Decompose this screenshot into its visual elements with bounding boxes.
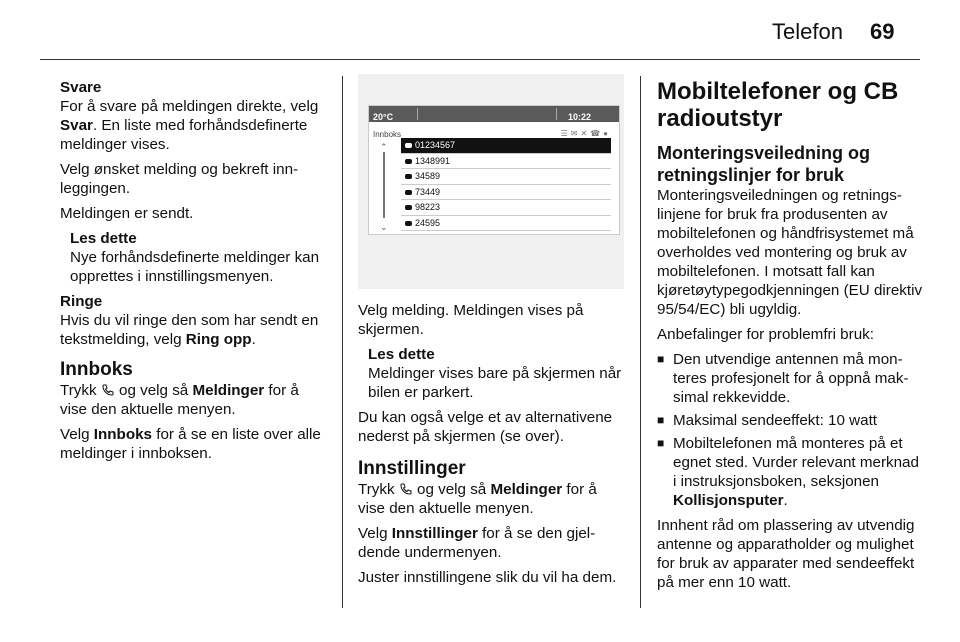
scrollbar[interactable] [383, 152, 385, 218]
list-item [657, 434, 923, 510]
right-paragraph-3: Innhent råd om plassering av utvendig antenne og apparatholder og mulighet for bruk av apparater med sendeeffekt på mer enn 10 watt. [657, 517, 915, 591]
innboks-heading: Innboks [60, 359, 133, 380]
scroll-up-icon[interactable]: ⌃ [380, 142, 388, 152]
message-sender: 01234567 [415, 140, 456, 150]
innboks-option: Innboks [93, 426, 153, 443]
text: Mobiltelefonen må monteres på et egnet sted. Vurder relevant merknad i instruksjonsboken, seksjonen [673, 435, 919, 490]
text: for å se den gjeldende undermenyen. [358, 525, 596, 561]
middle-column [358, 78, 624, 593]
header-rule [40, 59, 920, 60]
message-sender: 73449 [415, 186, 441, 197]
status-bar [369, 106, 619, 122]
text: For å svare på meldingen direkte, velg [60, 98, 319, 115]
note-text: Meldinger vises bare på skjermen når bilen er parkert. [368, 365, 622, 401]
message-icon [405, 174, 412, 179]
temperature: 20°C [373, 112, 394, 122]
alternatives-paragraph: Du kan også velge et av alternativene nederst på skjermen (se over). [358, 409, 613, 445]
message-row[interactable] [401, 200, 611, 216]
text: Trykk [358, 481, 399, 498]
column-divider-right [640, 76, 641, 608]
inbox-label: Innboks [373, 130, 402, 139]
note-box [358, 345, 624, 402]
ringe-paragraph [60, 311, 328, 349]
page-header [0, 0, 960, 62]
text: og velg så [114, 382, 193, 399]
text: Velg [358, 525, 392, 542]
innstillinger-paragraph-1 [358, 480, 624, 518]
text: . [251, 331, 256, 348]
message-sender: 98223 [415, 202, 441, 212]
svar-option: Svar [60, 117, 93, 134]
message-sender: 1348991 [415, 155, 451, 166]
note-heading: Les dette [70, 230, 137, 247]
text: Hvis du vil ringe den som har sendt en tekstmelding, velg [60, 312, 319, 348]
text: Trykk [60, 382, 101, 399]
text: . [783, 492, 788, 509]
page-number: 69 [870, 19, 895, 44]
message-icon [405, 159, 412, 164]
column-divider-left [342, 76, 343, 608]
status-icons: ☰✉✕☎● [560, 129, 611, 138]
scroll-down-icon[interactable]: ⌄ [380, 222, 388, 232]
message-icon [405, 205, 412, 210]
recommendation-list [657, 350, 923, 510]
meldinger-option: Meldinger [192, 382, 265, 399]
meldinger-option: Meldinger [490, 481, 563, 498]
message-row[interactable] [401, 185, 611, 201]
message-icon [405, 143, 412, 148]
ring-opp-option: Ring opp [185, 331, 252, 348]
infotainment-screen [368, 105, 620, 235]
message-sender: 34589 [415, 171, 441, 181]
innboks-paragraph-2 [60, 425, 328, 463]
right-paragraph-1: Monteringsveiledningen og retningslinjene for bruk fra produsenten av mobiltelefonen og håndfrisystemet må overholdes ved montering og bruk av mobiltelefonen. I motsatt fall kan kjøretøytypegodkjenningen (EU direktiv 95/54/EC) bli ugyldig. [657, 187, 923, 318]
text: for å se en liste over alle meldinger i innboksen. [60, 426, 321, 462]
innstillinger-heading: Innstillinger [358, 458, 466, 479]
phone-icon [101, 383, 115, 397]
svare-paragraph-3: Meldingen er sendt. [60, 205, 194, 222]
message-row[interactable] [401, 154, 611, 170]
message-icon [405, 221, 412, 226]
inbox-screenshot [358, 74, 624, 289]
svare-paragraph-2: Velg ønsket melding og bekreft innleggingen. [60, 161, 299, 197]
message-icon [405, 190, 412, 195]
message-row[interactable] [401, 169, 611, 185]
sub-heading: Monteringsveiledning og retningslinjer for bruk [657, 143, 871, 185]
message-row[interactable] [401, 216, 611, 232]
phone-icon [399, 482, 413, 496]
message-row[interactable] [401, 138, 611, 154]
text: . En liste med forhåndsdefinerte meldinger vises. [60, 117, 308, 153]
innstillinger-paragraph-3: Juster innstillingene slik du vil ha dem. [358, 569, 617, 586]
svare-heading: Svare [60, 79, 102, 96]
message-list [401, 138, 611, 231]
svare-paragraph-1 [60, 97, 328, 154]
left-column [60, 78, 328, 469]
ringe-heading: Ringe [60, 293, 103, 310]
text: Velg [60, 426, 94, 443]
text: og velg så [412, 481, 491, 498]
innstillinger-option: Innstillinger [391, 525, 478, 542]
list-item: ■ Den utvendige antennen må monteres profesjonelt for å oppnå maksimal rekkevidde. [657, 350, 923, 407]
screenshot-caption: Velg melding. Meldingen vises på skjermen. [358, 302, 584, 338]
innboks-paragraph-1 [60, 381, 328, 419]
innstillinger-paragraph-2 [358, 524, 624, 562]
right-paragraph-2: Anbefalinger for problemfri bruk: [657, 326, 874, 343]
message-sender: 24595 [415, 217, 441, 228]
text: for å vise den aktuelle menyen. [358, 481, 597, 517]
note-text: Nye forhåndsdefinerte meldinger kan opprettes i innstillingsmenyen. [70, 249, 320, 285]
status-separator [556, 108, 557, 120]
list-item: ■ Maksimal sendeeffekt: 10 watt [657, 411, 923, 430]
header-title: Telefon [772, 19, 843, 44]
kollisjonsputer-ref: Kollisjonsputer [673, 492, 784, 509]
clock: 10:22 [567, 112, 591, 122]
main-heading: Mobiltelefoner og CB radioutstyr [657, 78, 899, 132]
text: for å vise den aktuelle menyen. [60, 382, 299, 418]
note-heading: Les dette [368, 346, 435, 363]
status-separator [417, 108, 418, 120]
note-box [60, 229, 328, 286]
right-column [657, 78, 923, 598]
